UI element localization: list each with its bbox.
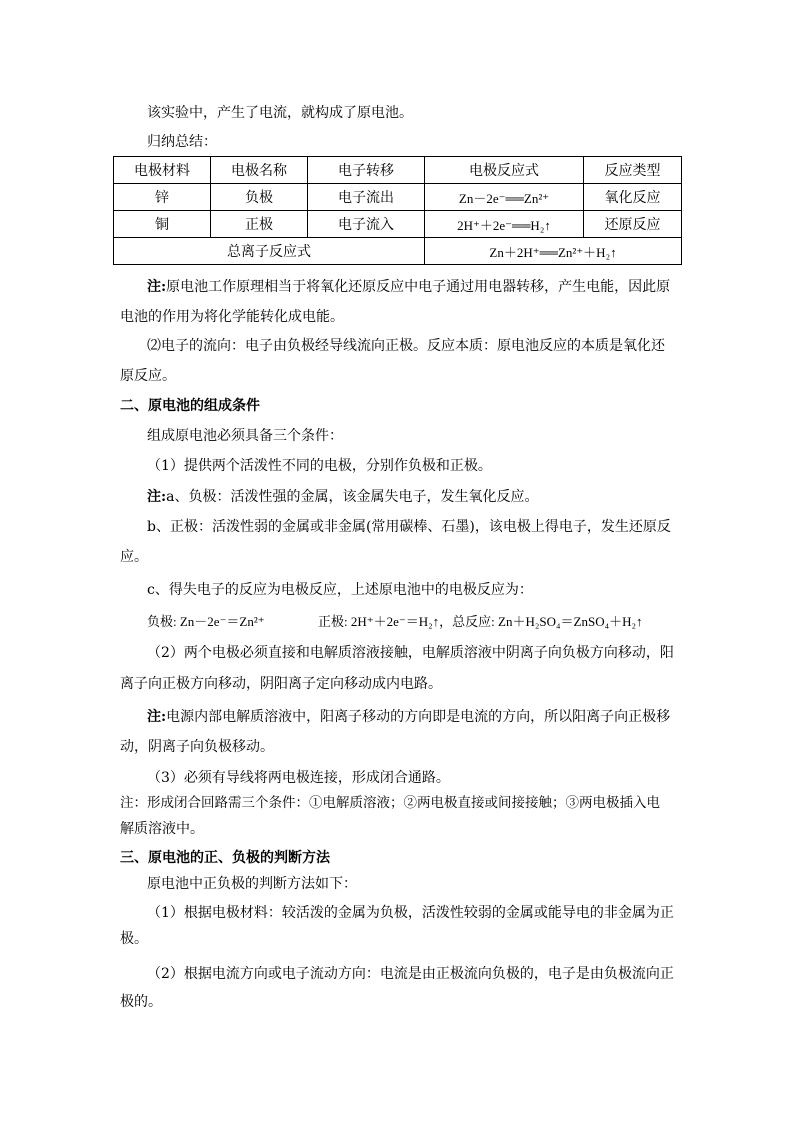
table-header: 反应类型 bbox=[584, 157, 682, 184]
section2-intro: 组成原电池必须具备三个条件： bbox=[147, 428, 343, 444]
note-text: 电源内部电解质溶液中，阳离子移动的方向即是电流的方向，所以阳离子向正极移 bbox=[166, 709, 671, 725]
note1-line2: 电池的作用为将化学能转化成电能。 bbox=[120, 309, 344, 325]
table-cell: 锌 bbox=[114, 184, 211, 211]
note-prefix: 注: bbox=[147, 279, 167, 295]
note-text: 原电池工作原理相当于将氧化还原反应中电子通过用电器转移，产生电能，因此原 bbox=[166, 279, 671, 295]
table-total-row bbox=[114, 238, 682, 265]
table-cell: 负极 bbox=[211, 184, 308, 211]
note-prefix: 注: bbox=[147, 489, 167, 505]
section3-intro: 原电池中正负极的判断方法如下： bbox=[147, 876, 357, 892]
table-header: 电极反应式 bbox=[425, 157, 584, 184]
condition3: （3）必须有导线将两电极连接，形成闭合通路。 bbox=[147, 770, 450, 786]
table-cell-equation: 2H⁺＋2e⁻══H₂↑ bbox=[425, 211, 584, 238]
note2-line1 bbox=[147, 707, 670, 727]
table-row bbox=[114, 184, 682, 211]
table-header-row bbox=[114, 157, 682, 184]
table-cell: 正极 bbox=[211, 211, 308, 238]
note-b-line2: 应。 bbox=[120, 549, 148, 565]
method1-line1: （1）根据电极材料：较活泼的金属为负极，活泼性较弱的金属或能导电的非金属为正 bbox=[147, 905, 674, 921]
condition1: （1）提供两个活泼性不同的电极，分别作负极和正极。 bbox=[147, 458, 492, 474]
note-c: c、得失电子的反应为电极反应，上述原电池中的电极反应为： bbox=[147, 582, 533, 598]
equation-positive: 正极: 2H⁺＋2e⁻＝H₂↑，总反应: Zn＋H₂SO₄＝ZnSO₄＋H₂↑ bbox=[318, 614, 643, 629]
note-text: a、负极：活泼性强的金属，该金属失电子，发生氧化反应。 bbox=[166, 489, 539, 505]
table-cell: 氧化反应 bbox=[584, 184, 682, 211]
table-cell-equation: Zn－2e⁻══Zn²⁺ bbox=[425, 184, 584, 211]
section2-title: 二、原电池的组成条件 bbox=[120, 398, 260, 414]
note3-line2: 解质溶液中。 bbox=[120, 821, 204, 837]
table-cell: 还原反应 bbox=[584, 211, 682, 238]
note-prefix: 注: bbox=[147, 709, 167, 725]
equation-negative: 负极: Zn－2e⁻＝Zn²⁺ bbox=[147, 614, 265, 629]
note-b-line1: b、正极：活泼性弱的金属或非金属(常用碳棒、石墨)，该电极上得电子，发生还原反 bbox=[147, 519, 671, 535]
table-header: 电极材料 bbox=[114, 157, 211, 184]
intro-line: 该实验中，产生了电流，就构成了原电池。 bbox=[147, 105, 413, 121]
note1-line1 bbox=[147, 277, 670, 297]
method2-line2: 极的。 bbox=[120, 994, 162, 1010]
method2-line1: （2）根据电流方向或电子流动方向：电流是由正极流向负极的，电子是由负极流向正 bbox=[147, 966, 674, 982]
summary-table bbox=[113, 156, 682, 265]
condition2-line2: 离子向正极方向移动，阴阳离子定向移动成内电路。 bbox=[120, 676, 442, 692]
item2-line1: ⑵电子的流向：电子由负极经导线流向正极。反应本质：原电池反应的本质是氧化还 bbox=[147, 338, 665, 354]
table-header: 电极名称 bbox=[211, 157, 308, 184]
table-cell: 电子流入 bbox=[308, 211, 425, 238]
note-a bbox=[147, 487, 539, 507]
table-header: 电子转移 bbox=[308, 157, 425, 184]
note2-line2: 动，阴离子向负极移动。 bbox=[120, 739, 274, 755]
method1-line2: 极。 bbox=[120, 931, 148, 947]
table-cell: 电子流出 bbox=[308, 184, 425, 211]
condition2-line1: （2）两个电极必须直接和电解质溶液接触，电解质溶液中阴离子向负极方向移动，阳 bbox=[147, 645, 674, 661]
summary-label: 归纳总结： bbox=[147, 134, 217, 150]
total-label: 总离子反应式 bbox=[114, 238, 425, 265]
total-equation: Zn＋2H⁺══Zn²⁺＋H₂↑ bbox=[425, 238, 682, 265]
item2-line2: 原反应。 bbox=[120, 368, 176, 384]
table-cell: 铜 bbox=[114, 211, 211, 238]
section3-title: 三、原电池的正、负极的判断方法 bbox=[120, 850, 330, 866]
note3-line1: 注：形成闭合回路需三个条件：①电解质溶液；②两电极直接或间接接触；③两电极插入电 bbox=[120, 795, 660, 811]
table-row bbox=[114, 211, 682, 238]
